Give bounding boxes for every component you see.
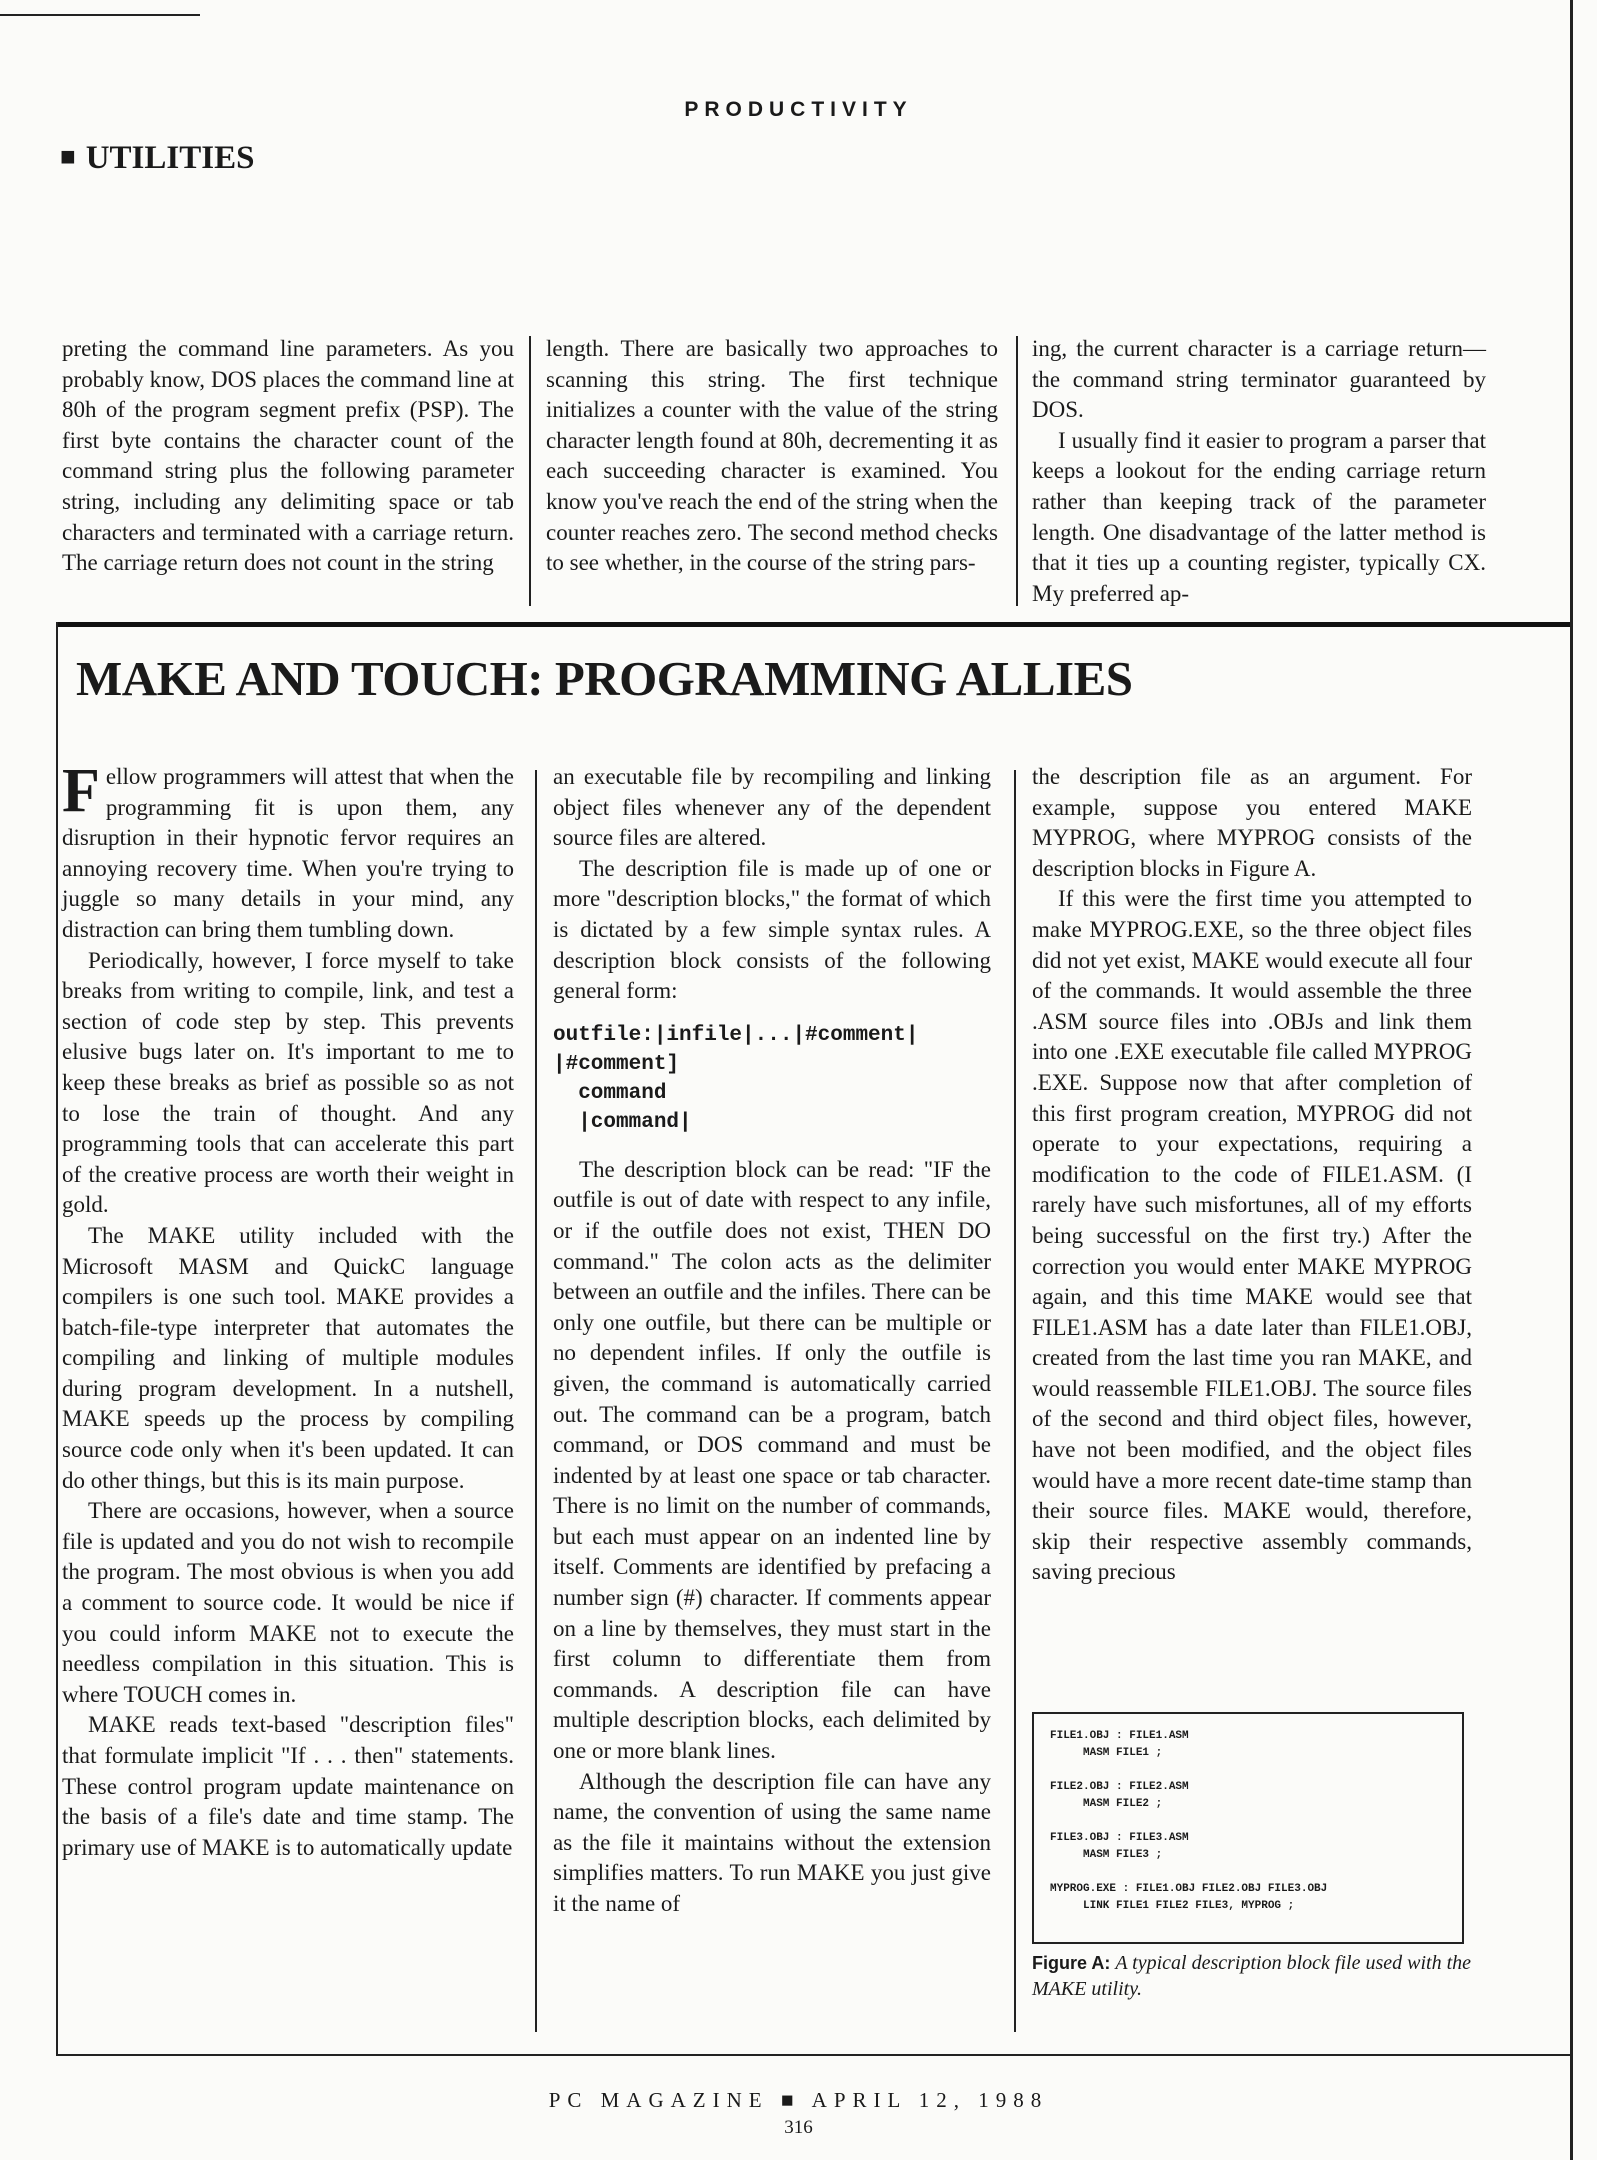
- category-bullet-icon: ■: [60, 142, 76, 171]
- top-column-1: [62, 334, 514, 579]
- paragraph: preting the command line parameters. As you probably know, DOS places the command line at 80h of the program segment prefix (PSP). The first byte contains the character count of the command string plus the following parameter string, including any delimiting space or tab characters and terminated with a carriage return. The carriage return does not count in the string: [62, 336, 514, 576]
- column-divider: [529, 336, 531, 606]
- paragraph: MAKE reads text-based "description files" that formulate implicit "If . . . then" statements. These control program update maintenance on the basis of a file's date and time stamp. The primary use of MAKE is to automatically update: [62, 1712, 514, 1860]
- paragraph: Although the description file can have any name, the convention of using the same name as the file it maintains without the extension simplifies matters. To run MAKE you just give it the name of: [553, 1768, 991, 1916]
- sidebar-left-rule: [56, 622, 58, 2054]
- paragraph: The description block can be read: "IF the outfile is out of date with respect to any infile, or if the outfile does not exist, THEN DO command." The colon acts as the delimiter between an outfile and the infiles. There can be only one outfile, but there can be multiple or no dependent infiles. If only the outfile is given, the command is automatically carried out. The command can be a program, batch command, or DOS command and must be indented by at least one space or tab character. There is no limit on the number of commands, but each must appear on an indented line by itself. Comments are identified by prefacing a number sign (#) character. If comments appear on a line by themselves, they must start in the first column to differentiate them from commands. A description file can have multiple description blocks, each delimited by one or more blank lines.: [553, 1156, 991, 1764]
- page-number: 316: [784, 2117, 813, 2138]
- figure-a-code: FILE1.OBJ : FILE1.ASM MASM FILE1 ; FILE2.OBJ : FILE2.ASM MASM FILE2 ; FILE3.OBJ : FILE3.ASM MASM FILE3 ; MYPROG.EXE : FILE1.OBJ FILE2.OBJ FILE3.OBJ LINK FILE1 FILE2 FILE3, MYPROG ;: [1050, 1730, 1328, 1912]
- paragraph: length. There are basically two approaches to scanning this string. The first technique initializes a counter with the value of the string character length found at 80h, decrementing it as each succeeding character is examined. You know you've reach the end of the string when the counter reaches zero. The second method checks to see whether, in the course of the string pars-: [546, 336, 998, 576]
- figure-a-box: [1032, 1712, 1464, 1944]
- article-column-1: [62, 757, 514, 1863]
- top-column-2: [546, 334, 998, 579]
- paragraph: The MAKE utility included with the Microsoft MASM and QuickC language compilers is one such tool. MAKE provides a batch-file-type interpreter that automates the compiling and linking of multiple modules during program development. In a nutshell, MAKE speeds up the process by compiling source code only when it's been updated. It can do other things, but this is its main purpose.: [62, 1222, 514, 1493]
- figure-label: Figure A:: [1032, 1953, 1111, 1973]
- article-column-3: [1032, 762, 1472, 1588]
- section-header: PRODUCTIVITY: [684, 98, 913, 121]
- figure-a-caption: [1032, 1950, 1482, 2002]
- category-text: UTILITIES: [85, 140, 255, 176]
- article-headline: MAKE AND TOUCH: PROGRAMMING ALLIES: [76, 651, 1133, 706]
- sidebar-bottom-rule: [56, 2054, 1570, 2056]
- figure-caption-text: A typical description block file used with the MAKE utility.: [1032, 1952, 1472, 2000]
- paragraph: Periodically, however, I force myself to take breaks from writing to compile, link, and test a section of code step by step. This prevents elusive bugs later on. It's important to me to keep these breaks as brief as possible so as not to lose the train of thought. And any programming tools that can accelerate this part of the creative process are worth their weight in gold.: [62, 947, 514, 1218]
- paragraph: The description file is made up of one or more "description blocks," the format of which is dictated by a few simple syntax rules. A description block consists of the following general form:: [553, 855, 991, 1004]
- top-column-3: [1032, 334, 1486, 609]
- column-divider: [1016, 336, 1018, 606]
- article-column-2: [553, 762, 991, 1920]
- syntax-example: outfile:|infile|...|#comment| |#comment] command |command|: [553, 1023, 919, 1134]
- paragraph: Fellow programmers will attest that when the programming fit is upon them, any disruption in their hypnotic fervor requires an annoying recovery time. When you're trying to juggle so many details in your mind, any distraction can bring them tumbling down.: [62, 757, 514, 942]
- category-label: [60, 140, 254, 177]
- drop-cap: F: [62, 757, 100, 825]
- column-divider: [535, 770, 537, 2032]
- sidebar-top-rule: [56, 622, 1570, 627]
- publication-footer: PC MAGAZINE ■ APRIL 12, 1988: [548, 2088, 1049, 2112]
- paragraph: I usually find it easier to program a parser that keeps a lookout for the ending carriage return rather than keeping track of the parameter length. One disadvantage of the latter method is that it ties up a counting register, typically CX. My preferred ap-: [1032, 427, 1486, 606]
- column-divider: [1014, 770, 1016, 2032]
- paragraph: an executable file by recompiling and linking object files whenever any of the dependent source files are altered.: [553, 764, 991, 851]
- paragraph: There are occasions, however, when a source file is updated and you do not wish to recompile the program. The most obvious is when you add a comment to source code. It would be nice if you could inform MAKE not to execute the needless compilation in this situation. This is where TOUCH comes in.: [62, 1498, 514, 1707]
- page-edge-rule: [1570, 0, 1573, 2160]
- paragraph: If this were the first time you attempted to make MYPROG.EXE, so the three object files did not yet exist, MAKE would execute all four of the commands. It would assemble the three .ASM source files into .OBJs and link them into one .EXE executable file called MYPROG .EXE. Suppose now that after completion of this first program creation, MYPROG did not operate to your expectations, requiring a modification to the code of FILE1.ASM. (I rarely have such misfortunes, all of my efforts being successful on the first try.) After the correction you would enter MAKE MYPROG again, and this time MAKE would see that FILE1.ASM has a date later than FILE1.OBJ, created from the last time you ran MAKE, and would reassemble FILE1.OBJ. The source files of the second and third object files, however, have not been modified, and the object files would have a more recent date-time stamp than their source files. MAKE would, therefore, skip their respective assembly commands, saving precious: [1032, 886, 1472, 1585]
- top-corner-rule: [0, 14, 200, 16]
- paragraph: ing, the current character is a carriage return—the command string terminator guaranteed by DOS.: [1032, 336, 1486, 423]
- paragraph: the description file as an argument. For example, suppose you entered MAKE MYPROG, where MYPROG consists of the description blocks in Figure A.: [1032, 764, 1472, 881]
